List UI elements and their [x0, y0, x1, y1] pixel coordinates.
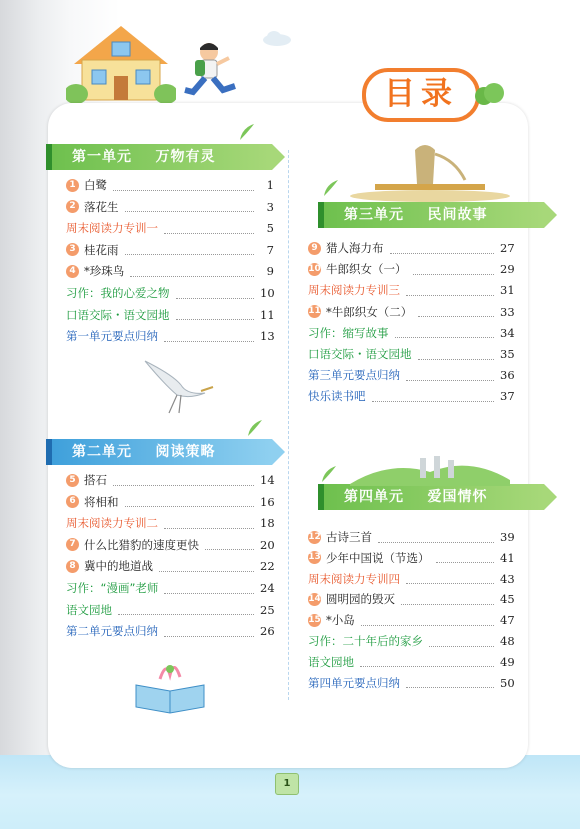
- dot-leader: [159, 561, 254, 572]
- leaf-icon: [320, 176, 342, 198]
- toc-entry: [66, 601, 274, 619]
- toc-entry-page: 35: [500, 347, 515, 361]
- leaf-icon: [236, 120, 258, 142]
- lesson-number: 15: [308, 614, 321, 625]
- toc-entry-title: 习作：缩写故事: [308, 325, 389, 340]
- toc-entry: [308, 387, 514, 405]
- dot-leader: [372, 391, 495, 402]
- toc-entry-page: 47: [500, 613, 515, 628]
- page-title: 目录: [362, 68, 480, 122]
- toc-entry-title: 习作：我的心爱之物: [66, 286, 170, 300]
- toc-entry: [308, 674, 514, 692]
- bush-icon: [474, 80, 504, 108]
- toc-entry: [308, 345, 514, 363]
- dot-leader: [164, 223, 254, 234]
- toc-entry: [308, 590, 514, 608]
- toc-entry-title: 第三单元要点归纳: [308, 368, 400, 383]
- dot-leader: [401, 594, 494, 605]
- lesson-number: 4: [66, 265, 79, 278]
- dot-leader: [406, 285, 494, 296]
- toc-entry: [66, 514, 274, 532]
- toc-entry: [308, 611, 514, 629]
- toc-entry-page: 10: [260, 286, 275, 300]
- toc-entry: [308, 549, 514, 567]
- toc-entry-page: 11: [260, 307, 275, 322]
- dot-leader: [406, 573, 494, 584]
- toc-entry-title: 落花生: [84, 199, 119, 214]
- dot-leader: [164, 331, 254, 342]
- toc-entry: [308, 324, 514, 342]
- toc-entry: [66, 493, 274, 511]
- unit-2-banner: 第二单元 阅读策略: [46, 439, 272, 465]
- house-illustration: [66, 20, 176, 106]
- lesson-number: 14: [308, 593, 321, 604]
- toc-entry-page: 3: [266, 199, 274, 214]
- lesson-number: 8: [66, 560, 79, 573]
- toc-entry-page: 22: [260, 559, 275, 574]
- lesson-number: 10: [308, 263, 321, 274]
- toc-entry-title: 桂花雨: [84, 242, 119, 257]
- dot-leader: [413, 264, 495, 275]
- dot-leader: [378, 532, 494, 543]
- toc-entry: [308, 570, 514, 588]
- toc-entry-title: 少年中国说（节选）: [326, 550, 430, 565]
- toc-entry-page: 49: [500, 654, 515, 669]
- dot-leader: [360, 656, 494, 667]
- toc-entry-title: 习作：二十年后的家乡: [308, 634, 423, 648]
- toc-entry-page: 5: [266, 221, 274, 236]
- lesson-number: 1: [66, 179, 79, 192]
- toc-entry-title: 周末阅读力专训四: [308, 571, 400, 586]
- dot-leader: [125, 244, 255, 255]
- toc-entry-title: 语文园地: [308, 654, 354, 669]
- unit-3-banner: 第三单元 民间故事: [318, 202, 544, 228]
- toc-entry-page: 31: [500, 283, 515, 298]
- dot-leader: [429, 636, 494, 647]
- dot-leader: [406, 677, 494, 688]
- toc-entry-page: 1: [266, 178, 274, 192]
- toc-entry-page: 13: [260, 329, 275, 344]
- toc-entry: [66, 557, 274, 575]
- toc-entry-page: 24: [260, 581, 275, 595]
- toc-entry-page: 7: [266, 242, 274, 257]
- lesson-number: 11: [308, 306, 321, 317]
- toc-entry-page: 14: [260, 473, 275, 487]
- toc-entry: [308, 281, 514, 299]
- dot-leader: [125, 201, 255, 212]
- toc-entry-title: 古诗三首: [326, 530, 372, 544]
- dot-leader: [113, 475, 254, 486]
- egret-illustration: [135, 355, 215, 417]
- toc-entry-page: 16: [260, 494, 275, 509]
- toc-entry-page: 36: [500, 368, 515, 383]
- toc-entry-page: 48: [500, 634, 515, 648]
- toc-entry-title: 周末阅读力专训二: [66, 516, 158, 531]
- dot-leader: [361, 615, 494, 626]
- toc-entry: [308, 239, 514, 257]
- dot-leader: [164, 626, 254, 637]
- toc-entry-title: 第一单元要点归纳: [66, 329, 158, 344]
- toc-entry-title: *小岛: [326, 613, 355, 628]
- toc-entry-page: 41: [500, 550, 515, 565]
- temple-illustration: [345, 140, 515, 202]
- toc-entry-title: 口语交际・语文园地: [308, 347, 412, 361]
- toc-entry-page: 29: [500, 262, 515, 277]
- toc-entry-title: 口语交际・语文园地: [66, 307, 170, 322]
- toc-entry: [308, 303, 514, 321]
- dot-leader: [436, 552, 495, 563]
- toc-entry: [66, 262, 274, 280]
- toc-entry: [308, 528, 514, 546]
- unit-1-banner: 第一单元 万物有灵: [46, 144, 272, 170]
- toc-entry-title: 将相和: [84, 494, 119, 509]
- dot-leader: [418, 349, 495, 360]
- toc-entry-page: 27: [500, 241, 515, 255]
- lesson-number: 12: [308, 531, 321, 542]
- toc-entry: [308, 653, 514, 671]
- running-boy-illustration: [165, 40, 245, 110]
- lesson-number: 13: [308, 552, 321, 563]
- toc-entry-title: 圆明园的毁灭: [326, 592, 395, 607]
- lesson-number: 9: [308, 242, 321, 255]
- cloud-icon: [262, 30, 292, 46]
- toc-entry-title: 第四单元要点归纳: [308, 675, 400, 690]
- lesson-number: 3: [66, 243, 79, 256]
- toc-entry-page: 37: [500, 389, 515, 404]
- leaf-icon: [244, 416, 266, 438]
- toc-entry: [308, 632, 514, 650]
- toc-entry-page: 20: [260, 537, 275, 552]
- toc-entry-page: 34: [500, 325, 515, 340]
- toc-entry: [66, 327, 274, 345]
- toc-entry-page: 9: [266, 264, 274, 279]
- toc-entry-title: 第二单元要点归纳: [66, 624, 158, 639]
- toc-entry: [308, 260, 514, 278]
- toc-entry-title: 快乐读书吧: [308, 389, 366, 404]
- lesson-number: 7: [66, 538, 79, 551]
- toc-entry-page: 39: [500, 530, 515, 544]
- toc-entry-title: 搭石: [84, 473, 107, 487]
- book-illustration: [130, 655, 210, 715]
- dot-leader: [164, 583, 254, 594]
- toc-entry-page: 45: [500, 592, 515, 607]
- toc-entry-title: 语文园地: [66, 602, 112, 617]
- toc-entry-title: 周末阅读力专训三: [308, 283, 400, 298]
- dot-leader: [406, 370, 494, 381]
- toc-entry: [66, 536, 274, 554]
- column-divider: [288, 150, 289, 700]
- toc-entry: [66, 306, 274, 324]
- leaf-icon: [318, 462, 340, 484]
- toc-entry-title: 猎人海力布: [326, 241, 384, 255]
- toc-entry-page: 25: [260, 602, 275, 617]
- toc-entry-page: 43: [500, 571, 515, 586]
- lesson-number: 6: [66, 495, 79, 508]
- toc-entry: [66, 219, 274, 237]
- toc-entry: [66, 622, 274, 640]
- toc-entry-title: 习作：“漫画”老师: [66, 581, 159, 595]
- toc-entry-page: 18: [260, 516, 275, 531]
- toc-entry: [66, 471, 274, 489]
- toc-entry: [66, 579, 274, 597]
- toc-entry-title: *牛郎织女（二）: [326, 304, 413, 319]
- toc-entry: [66, 176, 274, 194]
- lesson-number: 2: [66, 200, 79, 213]
- toc-entry: [66, 198, 274, 216]
- dot-leader: [118, 604, 254, 615]
- lesson-number: 5: [66, 474, 79, 487]
- toc-entry-title: 冀中的地道战: [84, 559, 153, 574]
- dot-leader: [130, 266, 254, 277]
- dot-leader: [418, 306, 494, 317]
- toc-entry-title: 什么比猎豹的速度更快: [84, 537, 199, 552]
- dot-leader: [395, 327, 495, 338]
- dot-leader: [205, 539, 254, 550]
- toc-entry-title: 周末阅读力专训一: [66, 221, 158, 236]
- dot-leader: [176, 288, 255, 299]
- toc-entry-title: 白鹭: [84, 178, 107, 192]
- dot-leader: [176, 309, 255, 320]
- dot-leader: [390, 243, 495, 254]
- toc-entry-page: 26: [260, 624, 275, 639]
- toc-entry-page: 33: [500, 304, 515, 319]
- dot-leader: [125, 496, 255, 507]
- toc-entry-title: 牛郎织女（一）: [326, 262, 407, 277]
- toc-entry: [66, 284, 274, 302]
- toc-entry-title: *珍珠鸟: [84, 264, 125, 279]
- toc-entry: [66, 241, 274, 259]
- toc-entry-page: 50: [500, 675, 515, 690]
- dot-leader: [113, 180, 254, 191]
- page-number: 1: [275, 773, 299, 795]
- unit-4-banner: 第四单元 爱国情怀: [318, 484, 544, 510]
- landscape-illustration: [350, 450, 510, 486]
- toc-entry: [308, 366, 514, 384]
- dot-leader: [164, 518, 254, 529]
